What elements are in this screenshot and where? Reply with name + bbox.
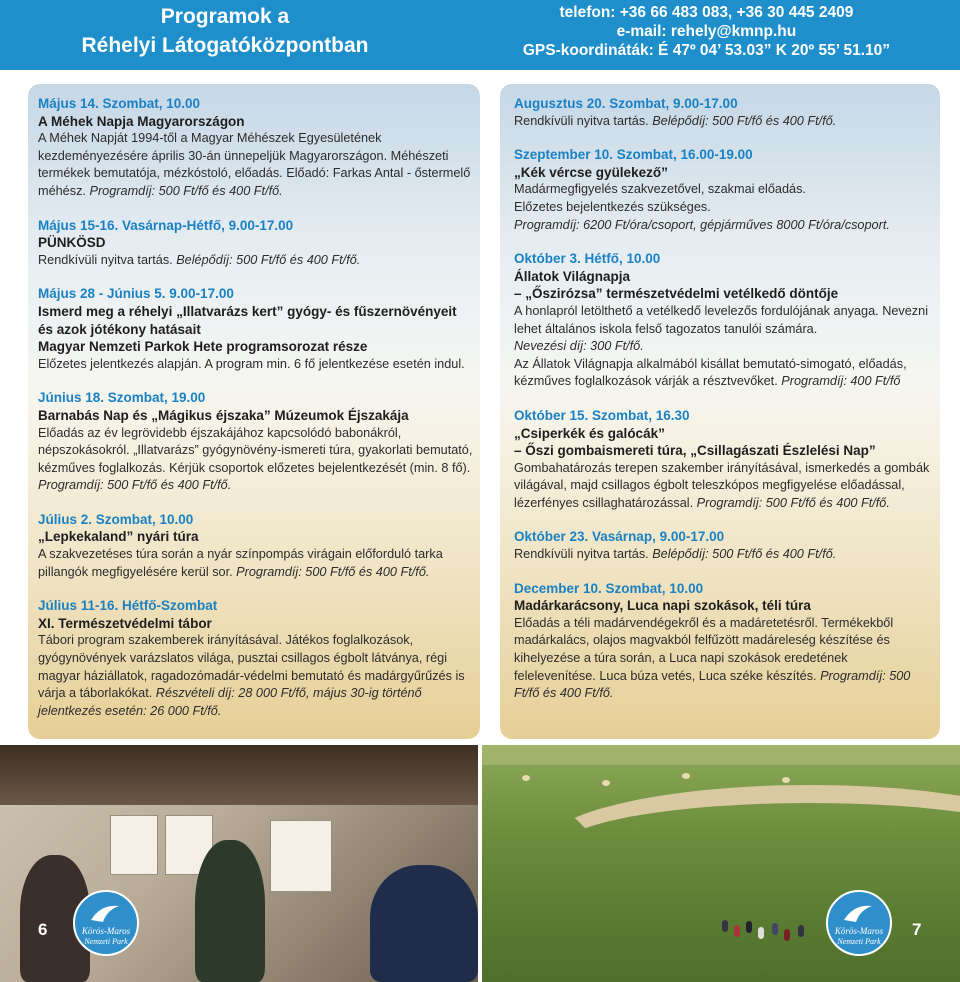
- event-price: Belépődíj: 500 Ft/fő és 400 Ft/fő.: [652, 547, 837, 562]
- event-price: Programdíj: 500 Ft/fő és 400 Ft/fő.: [89, 183, 283, 198]
- event-title: A Méhek Napja Magyarországon: [38, 113, 245, 129]
- exhibit-poster: [270, 820, 332, 892]
- event-date: Október 3. Hétfő, 10.00: [514, 251, 661, 267]
- event-falcon-gathering: [514, 146, 930, 234]
- event-bees-day: [38, 95, 474, 201]
- exhibition-photo: [0, 745, 478, 982]
- event-date: Augusztus 20. Szombat, 9.00-17.00: [514, 96, 738, 111]
- event-date: Október 15. Szombat, 16.30: [514, 407, 690, 423]
- event-oct23: [514, 528, 930, 563]
- hay-bale: [602, 780, 610, 786]
- event-description: Előzetes jelentkezés alapján. A program min. 6 fő jelentkezése esetén indul.: [38, 356, 465, 371]
- event-date: Május 15-16. Vasárnap-Hétfő, 9.00-17.00: [38, 217, 294, 233]
- event-magic-night: [38, 389, 474, 495]
- header-contact: [523, 3, 890, 60]
- event-title: „Kék vércse gyülekező”: [514, 164, 668, 180]
- phone-text: telefon: +36 66 483 083, +36 30 445 2409: [559, 4, 854, 21]
- hay-bale: [682, 773, 690, 779]
- logo-text-line1: Körös-Maros: [834, 926, 884, 936]
- event-price: Belépődíj: 500 Ft/fő és 400 Ft/fő.: [652, 113, 837, 128]
- event-date: Május 28 - Június 5. 9.00-17.00: [38, 286, 234, 302]
- park-logo-right: [826, 890, 892, 956]
- tourist-figure: [772, 923, 778, 935]
- event-title: PÜNKÖSD: [38, 235, 106, 251]
- event-entry-fee: Nevezési díj: 300 Ft/fő.: [514, 339, 644, 354]
- event-mushroom-tour: [514, 407, 930, 513]
- gps-text: GPS-koordináták: É 47º 04’ 53.03” K 20º 55’ 51.10”: [522, 42, 890, 59]
- event-aug20: [514, 95, 930, 130]
- event-price: Részvételi díj: 28 000 Ft/fő, május 30-ig történő jelentkezés esetén: 26 000 Ft/fő.: [38, 686, 422, 718]
- logo-text-line2: Nemzeti Park: [837, 937, 881, 946]
- event-butterfly-tour: [38, 511, 474, 581]
- hay-bale: [782, 777, 790, 783]
- tourist-figure: [798, 925, 804, 937]
- header-title-line1: Programok a: [160, 5, 290, 28]
- event-description: Madármegfigyelés szakvezetővel, szakmai előadás.: [514, 182, 806, 197]
- header-title-line2: Réhelyi Látogatóközpontban: [81, 34, 369, 57]
- page-number-right: 7: [912, 920, 922, 939]
- event-price: Belépődíj: 500 Ft/fő és 400 Ft/fő.: [176, 252, 361, 267]
- bird-icon: [842, 902, 874, 924]
- event-price: Programdíj: 500 Ft/fő és 400 Ft/fő.: [38, 478, 232, 493]
- event-description: A szakvezetéses túra során a nyár színpompás virágain előforduló tarka pillangók megfigyelésére kerül sor. Programdíj: 500 Ft/fő és 400 Ft/fő.: [38, 547, 443, 579]
- event-description: Tábori program szakemberek irányításával. Játékos foglalkozások, gyógynövények varázslatos világa, pusztai csillagos égbolt látványa, régi magyar háziállatok, ragadozómadár-védelmi bemutató és madárgyűrűzés is várja a táborlakókat. Részvételi díj: 28 000 Ft/fő, május 30-ig történő jelentkezés esetén: 26 000 Ft/fő.: [38, 633, 465, 718]
- event-description: Rendkívüli nyitva tartás. Belépődíj: 500 Ft/fő és 400 Ft/fő.: [514, 113, 837, 128]
- event-herb-garden: [38, 285, 474, 373]
- event-description: Előadás az év legrövidebb éjszakájához kapcsolódó babonákról, népszokásokról. „Illatvarázs” gyógynövény-ismereti túra, gyakorlati bemutató, kézműves foglalkozás. Kérjük csoportok előzetes bejelentkezését (min. 8 fő). Programdíj: 500 Ft/fő és 400 Ft/fő.: [38, 425, 473, 493]
- event-price: Programdíj: 500 Ft/fő és 400 Ft/fő.: [236, 564, 430, 579]
- event-title: Ismerd meg a réhelyi „Illatvarázs kert” gyógy- és fűszernövényeit és azok jótékony hatásait: [38, 303, 457, 337]
- event-price: Programdíj: 6200 Ft/óra/csoport, gépjárműves 8000 Ft/óra/csoport.: [514, 217, 890, 232]
- ceiling-beams: [0, 745, 478, 805]
- event-title: „Csiperkék és galócák”: [514, 425, 665, 441]
- event-price: Programdíj: 400 Ft/fő: [781, 374, 901, 389]
- event-date: Július 2. Szombat, 10.00: [38, 511, 194, 527]
- left-column: [38, 95, 474, 736]
- event-date: Július 11-16. Hétfő-Szombat: [38, 598, 218, 614]
- event-title: Barnabás Nap és „Mágikus éjszaka” Múzeumok Éjszakája: [38, 407, 409, 423]
- event-nature-camp: [38, 597, 474, 720]
- event-pentecost: [38, 217, 474, 270]
- logo-text-line2: Nemzeti Park: [84, 937, 128, 946]
- event-note: Előzetes bejelentkezés szükséges.: [514, 199, 711, 214]
- event-price: Programdíj: 500 Ft/fő és 400 Ft/fő.: [696, 495, 890, 510]
- event-date: Június 18. Szombat, 19.00: [38, 390, 206, 406]
- event-title: Állatok Világnapja: [514, 268, 631, 284]
- event-description: Gombahatározás terepen szakember irányításával, ismerkedés a gombák világával, majd csillagos égbolt teleszkópos megfigyelése előadással, lézerfényes csillaghatározással. Programdíj: 500 Ft/fő és 400 Ft/fő.: [514, 460, 930, 510]
- event-description: A honlapról letölthető a vetélkedő levelezős fordulójának anyaga. Nevezni lehet általános iskola felső tagozatos tanulói számára.: [514, 303, 929, 336]
- event-price: Programdíj: 500 Ft/fő és 400 Ft/fő.: [514, 668, 911, 701]
- visitor-figure: [370, 865, 478, 982]
- event-description: Előadás a téli madárvendégekről és a madáretetésről. Termékekből madárkalács, olajos magvakból felfűzött madáreleség készítése és kihelyezése a túra során, a Luca napi szokások eredetének felelevenítése. Luca búza vetés, Luca széke készítés. Programdíj: 500 Ft/fő és 400 Ft/fő.: [514, 615, 911, 701]
- tourist-figure: [784, 929, 790, 941]
- event-title: „Lepkekaland” nyári túra: [38, 529, 199, 545]
- header-title: [60, 2, 390, 60]
- event-date: Május 14. Szombat, 10.00: [38, 96, 201, 111]
- event-subtitle: Magyar Nemzeti Parkok Hete programsorozat része: [38, 339, 368, 355]
- event-animals-day: [514, 250, 930, 391]
- event-description: Rendkívüli nyitva tartás. Belépődíj: 500 Ft/fő és 400 Ft/fő.: [38, 252, 361, 267]
- hay-bale: [522, 775, 530, 781]
- park-logo-left: [73, 890, 139, 956]
- tourist-figure: [734, 925, 740, 937]
- horizon: [482, 745, 960, 765]
- page-number-left: 6: [38, 920, 48, 939]
- tourist-figure: [722, 920, 728, 932]
- logo-text-line1: Körös-Maros: [81, 926, 131, 936]
- guide-figure: [195, 840, 265, 982]
- event-description: A Méhek Napját 1994-től a Magyar Méhészek Egyesületének kezdeményezésére április 30-án ünnepeljük Magyarországon. Méhészeti termékek bemutatója, mézkóstoló, előadás. Előadó: Farkas Antal - őstermelő méhész. Programdíj: 500 Ft/fő és 400 Ft/fő.: [38, 131, 471, 198]
- event-date: December 10. Szombat, 10.00: [514, 580, 704, 596]
- email-text: e-mail: rehely@kmnp.hu: [616, 23, 797, 40]
- bird-icon: [89, 902, 121, 924]
- event-title: Madárkarácsony, Luca napi szokások, téli túra: [514, 598, 811, 614]
- tourist-figure: [746, 921, 752, 933]
- exhibit-poster: [110, 815, 158, 875]
- dirt-road: [542, 785, 960, 911]
- event-subtitle: – Őszi gombaismereti túra, „Csillagászati Észlelési Nap”: [514, 443, 876, 459]
- event-subtitle: – „Őszirózsa” természetvédelmi vetélkedő döntője: [514, 286, 839, 302]
- event-title: XI. Természetvédelmi tábor: [38, 615, 212, 631]
- event-description-2: Az Állatok Világnapja alkalmából kisállat bemutató-simogató, előadás, kézműves foglalkozások várják a résztvevőket. Programdíj: 400 Ft/fő: [514, 356, 907, 389]
- page-header: [0, 0, 960, 70]
- tourist-figure: [758, 927, 764, 939]
- event-bird-christmas: [514, 580, 930, 703]
- event-date: Szeptember 10. Szombat, 16.00-19.00: [514, 147, 753, 163]
- photo-strip: [0, 745, 960, 982]
- landscape-photo: [482, 745, 960, 982]
- event-description: Rendkívüli nyitva tartás. Belépődíj: 500 Ft/fő és 400 Ft/fő.: [514, 547, 837, 562]
- right-column: [514, 95, 930, 719]
- event-date: Október 23. Vasárnap, 9.00-17.00: [514, 529, 725, 545]
